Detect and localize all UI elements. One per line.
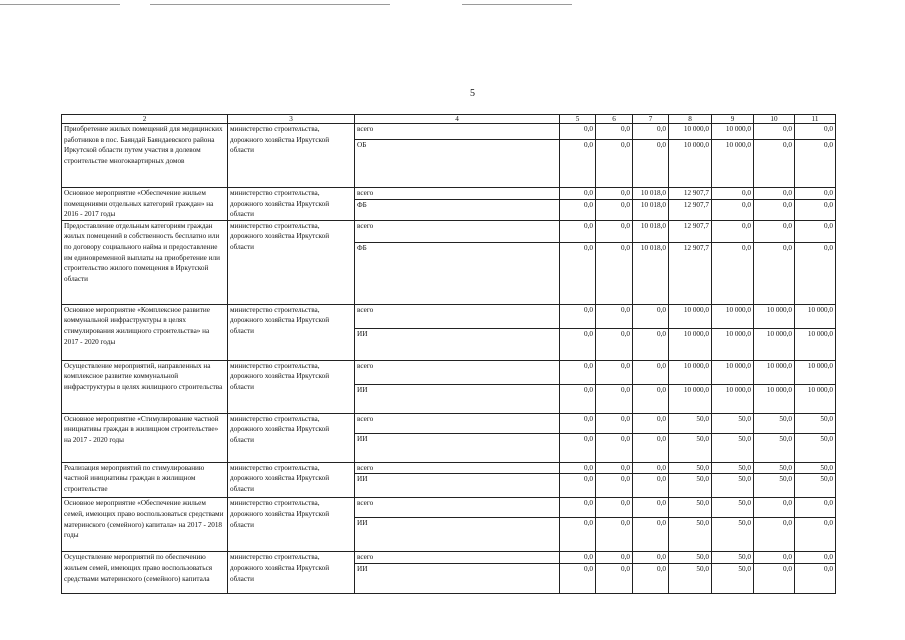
amount-cell: 0,0: [596, 413, 633, 433]
amount-cell: 50,0: [712, 433, 754, 462]
amount-cell: 0,0: [754, 200, 795, 220]
amount-cell: 0,0: [754, 498, 795, 518]
amount-cell: 0,0: [633, 328, 669, 360]
amount-cell: 50,0: [795, 413, 836, 433]
amount-cell: 50,0: [754, 433, 795, 462]
amount-cell: 50,0: [795, 433, 836, 462]
amount-cell: 0,0: [633, 413, 669, 433]
scan-edge-line: [462, 4, 572, 5]
amount-cell: 12 907,7: [669, 242, 712, 304]
activity-name: Осуществление мероприятий по обеспечению жильем семей, имеющих право воспользоваться средствами материнского (семейного) капитала: [62, 552, 228, 594]
executor: министерство строительства, дорожного хозяйства Иркутской области: [228, 220, 355, 304]
funding-source: всего: [355, 413, 560, 433]
funding-source: ИИ: [355, 384, 560, 413]
amount-cell: 0,0: [596, 188, 633, 200]
program-table: [61, 114, 836, 594]
executor: министерство строительства, дорожного хозяйства Иркутской области: [228, 552, 355, 594]
amount-cell: 0,0: [560, 563, 596, 593]
amount-cell: 50,0: [669, 552, 712, 564]
amount-cell: 50,0: [795, 474, 836, 498]
amount-cell: 0,0: [633, 124, 669, 140]
executor: министерство строительства, дорожного хозяйства Иркутской области: [228, 360, 355, 413]
amount-cell: 10 000,0: [795, 328, 836, 360]
amount-cell: 50,0: [754, 413, 795, 433]
amount-cell: 12 907,7: [669, 188, 712, 200]
amount-cell: 0,0: [633, 498, 669, 518]
funding-source: ФБ: [355, 200, 560, 220]
funding-source: всего: [355, 462, 560, 474]
amount-cell: 0,0: [560, 200, 596, 220]
scan-edge-line: [150, 4, 390, 5]
funding-source: ИИ: [355, 518, 560, 552]
amount-cell: 0,0: [596, 474, 633, 498]
funding-source: ИИ: [355, 563, 560, 593]
amount-cell: 0,0: [596, 518, 633, 552]
amount-cell: 10 018,0: [633, 188, 669, 200]
amount-cell: 10 000,0: [795, 384, 836, 413]
executor: министерство строительства, дорожного хозяйства Иркутской области: [228, 188, 355, 221]
table-row: [62, 498, 836, 518]
amount-cell: 0,0: [754, 518, 795, 552]
amount-cell: 0,0: [795, 220, 836, 242]
amount-cell: 0,0: [560, 328, 596, 360]
amount-cell: 0,0: [560, 188, 596, 200]
amount-cell: 0,0: [596, 124, 633, 140]
amount-cell: 0,0: [633, 552, 669, 564]
amount-cell: 0,0: [560, 384, 596, 413]
amount-cell: 0,0: [795, 124, 836, 140]
amount-cell: 0,0: [560, 462, 596, 474]
amount-cell: 0,0: [596, 360, 633, 384]
amount-cell: 0,0: [633, 518, 669, 552]
amount-cell: 0,0: [712, 200, 754, 220]
amount-cell: 10 018,0: [633, 200, 669, 220]
column-header: 5: [560, 115, 596, 124]
table-row: [62, 413, 836, 433]
funding-source: ФБ: [355, 242, 560, 304]
amount-cell: 0,0: [754, 552, 795, 564]
amount-cell: 0,0: [712, 220, 754, 242]
amount-cell: 0,0: [795, 552, 836, 564]
amount-cell: 10 000,0: [712, 124, 754, 140]
column-header: 2: [62, 115, 228, 124]
scan-edge-line: [0, 4, 120, 5]
funding-source: всего: [355, 360, 560, 384]
funding-source: ОБ: [355, 140, 560, 188]
amount-cell: 50,0: [712, 462, 754, 474]
amount-cell: 50,0: [669, 498, 712, 518]
executor: министерство строительства, дорожного хозяйства Иркутской области: [228, 304, 355, 360]
amount-cell: 0,0: [560, 242, 596, 304]
amount-cell: 0,0: [596, 242, 633, 304]
funding-source: ИИ: [355, 474, 560, 498]
amount-cell: 10 018,0: [633, 242, 669, 304]
amount-cell: 10 000,0: [669, 384, 712, 413]
column-header: 9: [712, 115, 754, 124]
column-header: 8: [669, 115, 712, 124]
amount-cell: 50,0: [669, 433, 712, 462]
amount-cell: 50,0: [712, 563, 754, 593]
amount-cell: 0,0: [633, 462, 669, 474]
amount-cell: 50,0: [712, 498, 754, 518]
amount-cell: 0,0: [560, 474, 596, 498]
amount-cell: 0,0: [795, 140, 836, 188]
amount-cell: 0,0: [712, 188, 754, 200]
amount-cell: 0,0: [754, 563, 795, 593]
amount-cell: 10 000,0: [712, 304, 754, 328]
column-header: 3: [228, 115, 355, 124]
amount-cell: 10 000,0: [712, 328, 754, 360]
amount-cell: 0,0: [754, 220, 795, 242]
amount-cell: 0,0: [596, 498, 633, 518]
column-header: 6: [596, 115, 633, 124]
amount-cell: 0,0: [560, 124, 596, 140]
amount-cell: 10 000,0: [712, 140, 754, 188]
amount-cell: 0,0: [633, 474, 669, 498]
amount-cell: 0,0: [596, 384, 633, 413]
amount-cell: 0,0: [560, 220, 596, 242]
table-row: [62, 124, 836, 140]
amount-cell: 10 000,0: [669, 328, 712, 360]
amount-cell: 10 018,0: [633, 220, 669, 242]
amount-cell: 0,0: [633, 384, 669, 413]
amount-cell: 0,0: [560, 360, 596, 384]
amount-cell: 50,0: [669, 474, 712, 498]
amount-cell: 0,0: [560, 498, 596, 518]
activity-name: Осуществление мероприятий, направленных на комплексное развитие коммунальной инфраструктуры в целях жилищного строительства: [62, 360, 228, 413]
amount-cell: 0,0: [754, 242, 795, 304]
amount-cell: 0,0: [560, 433, 596, 462]
page-number: 5: [470, 88, 475, 99]
amount-cell: 0,0: [560, 413, 596, 433]
funding-source: ИИ: [355, 433, 560, 462]
amount-cell: 10 000,0: [669, 140, 712, 188]
amount-cell: 0,0: [560, 518, 596, 552]
amount-cell: 50,0: [712, 413, 754, 433]
amount-cell: 10 000,0: [669, 124, 712, 140]
funding-source: всего: [355, 220, 560, 242]
amount-cell: 0,0: [795, 242, 836, 304]
funding-source: всего: [355, 552, 560, 564]
amount-cell: 10 000,0: [754, 328, 795, 360]
table-row: [62, 552, 836, 564]
amount-cell: 0,0: [633, 360, 669, 384]
amount-cell: 10 000,0: [754, 384, 795, 413]
activity-name: Основное мероприятие «Комплексное развитие коммунальной инфраструктуры в целях стимулирования жилищного строительства» на 2017 - 2020 годы: [62, 304, 228, 360]
amount-cell: 0,0: [754, 188, 795, 200]
amount-cell: 0,0: [560, 304, 596, 328]
amount-cell: 10 000,0: [754, 360, 795, 384]
amount-cell: 0,0: [712, 242, 754, 304]
amount-cell: 50,0: [669, 413, 712, 433]
funding-source: всего: [355, 498, 560, 518]
column-header: 11: [795, 115, 836, 124]
amount-cell: 50,0: [754, 462, 795, 474]
amount-cell: 0,0: [596, 140, 633, 188]
amount-cell: 10 000,0: [712, 360, 754, 384]
amount-cell: 0,0: [633, 433, 669, 462]
amount-cell: 0,0: [596, 328, 633, 360]
amount-cell: 0,0: [754, 140, 795, 188]
amount-cell: 10 000,0: [795, 360, 836, 384]
amount-cell: 50,0: [795, 462, 836, 474]
amount-cell: 10 000,0: [669, 304, 712, 328]
executor: министерство строительства, дорожного хозяйства Иркутской области: [228, 462, 355, 498]
amount-cell: 0,0: [795, 188, 836, 200]
column-header: 10: [754, 115, 795, 124]
amount-cell: 0,0: [795, 498, 836, 518]
activity-name: Приобретение жилых помещений для медицинских работников в пос. Баяндай Баяндаевского района Иркутской области путем участия в долевом строительстве многоквартирных домов: [62, 124, 228, 188]
amount-cell: 50,0: [669, 462, 712, 474]
activity-name: Реализация мероприятий по стимулированию частной инициативы граждан в жилищном строительстве: [62, 462, 228, 498]
amount-cell: 10 000,0: [669, 360, 712, 384]
amount-cell: 0,0: [633, 140, 669, 188]
amount-cell: 0,0: [633, 304, 669, 328]
amount-cell: 0,0: [596, 220, 633, 242]
column-header: 4: [355, 115, 560, 124]
amount-cell: 0,0: [795, 518, 836, 552]
header-row: [62, 115, 836, 124]
funding-source: всего: [355, 188, 560, 200]
amount-cell: 10 000,0: [754, 304, 795, 328]
table-row: [62, 462, 836, 474]
amount-cell: 0,0: [596, 563, 633, 593]
amount-cell: 50,0: [754, 474, 795, 498]
amount-cell: 10 000,0: [712, 384, 754, 413]
executor: министерство строительства, дорожного хозяйства Иркутской области: [228, 498, 355, 552]
amount-cell: 0,0: [596, 462, 633, 474]
table-row: [62, 360, 836, 384]
amount-cell: 50,0: [669, 518, 712, 552]
amount-cell: 0,0: [560, 140, 596, 188]
amount-cell: 0,0: [754, 124, 795, 140]
funding-source: всего: [355, 124, 560, 140]
table-row: [62, 188, 836, 200]
amount-cell: 0,0: [596, 433, 633, 462]
column-header: 7: [633, 115, 669, 124]
amount-cell: 50,0: [712, 474, 754, 498]
amount-cell: 0,0: [596, 200, 633, 220]
amount-cell: 10 000,0: [795, 304, 836, 328]
amount-cell: 50,0: [669, 563, 712, 593]
amount-cell: 0,0: [795, 200, 836, 220]
activity-name: Основное мероприятие «Обеспечение жильем семей, имеющих право воспользоваться средствами материнского (семейного) капитала» на 2017 - 2018 годы: [62, 498, 228, 552]
activity-name: Предоставление отдельным категориям граждан жилых помещений в собственность бесплатно или по договору социального найма и предоставление им единовременной выплаты на приобретение или строительство жилого помещения в Иркутской области: [62, 220, 228, 304]
amount-cell: 0,0: [596, 552, 633, 564]
amount-cell: 50,0: [712, 552, 754, 564]
funding-source: всего: [355, 304, 560, 328]
amount-cell: 12 907,7: [669, 200, 712, 220]
activity-name: Основное мероприятие «Стимулирование частной инициативы граждан в жилищном строительстве» на 2017 - 2020 годы: [62, 413, 228, 462]
amount-cell: 0,0: [633, 563, 669, 593]
activity-name: Основное мероприятие «Обеспечение жильем помещениями отдельных категорий граждан» на 2016 - 2017 годы: [62, 188, 228, 221]
amount-cell: 0,0: [560, 552, 596, 564]
executor: министерство строительства, дорожного хозяйства Иркутской области: [228, 413, 355, 462]
table-row: [62, 220, 836, 242]
funding-source: ИИ: [355, 328, 560, 360]
amount-cell: 12 907,7: [669, 220, 712, 242]
amount-cell: 50,0: [712, 518, 754, 552]
amount-cell: 0,0: [596, 304, 633, 328]
amount-cell: 0,0: [795, 563, 836, 593]
executor: министерство строительства, дорожного хозяйства Иркутской области: [228, 124, 355, 188]
table-row: [62, 304, 836, 328]
